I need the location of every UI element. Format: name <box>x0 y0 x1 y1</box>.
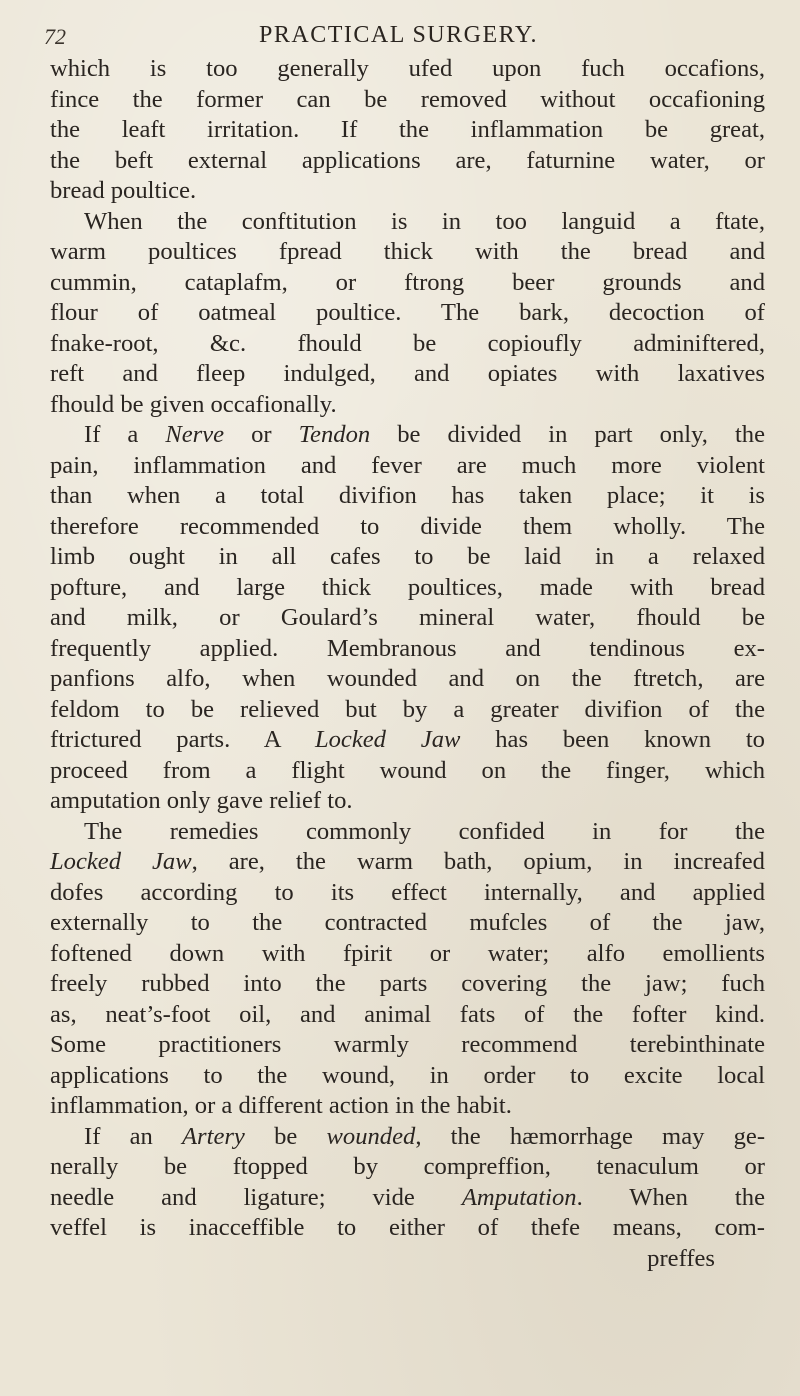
text-line <box>50 1000 765 1031</box>
text-line <box>50 146 765 177</box>
text-segment: feldom to be relieved but by a greater divifion of the <box>50 695 765 723</box>
text-segment: panfions alfo, when wounded and on the ftretch, are <box>50 665 765 692</box>
text-segment: or <box>224 421 299 448</box>
text-segment: than when a total divifion has taken place; it is <box>50 482 765 509</box>
text-segment: dofes according to its effect internally, and applied <box>50 878 765 906</box>
text-line <box>50 1061 765 1092</box>
italic-text: Tendon <box>298 421 371 448</box>
text-line <box>50 786 765 817</box>
text-line <box>50 1030 765 1061</box>
text-segment: preffes <box>647 1244 715 1272</box>
italic-text: Artery <box>182 1122 245 1150</box>
text-segment: When the conftitution is in too languid a ftate, <box>84 207 765 235</box>
text-line <box>50 756 765 787</box>
text-line <box>50 573 765 604</box>
text-line <box>50 847 765 878</box>
text-line <box>50 329 765 360</box>
text-segment: be <box>244 1122 327 1150</box>
text-segment: The remedies commonly confided in for the <box>84 817 765 845</box>
text-segment: fhould be given occafionally. <box>50 390 337 418</box>
text-line <box>50 603 765 634</box>
text-segment: needle and ligature; vide <box>50 1183 462 1211</box>
text-line <box>50 969 765 1000</box>
text-segment: foftened down with fpirit or water; alfo emollients <box>50 939 765 967</box>
text-segment: has been known to <box>460 726 765 753</box>
running-head <box>44 18 760 50</box>
text-segment: pofture, and large thick poultices, made with bread <box>50 573 765 601</box>
text-segment: and milk, or Goulard’s mineral water, fhould be <box>50 604 765 631</box>
text-line <box>50 85 765 116</box>
text-segment: , the hæmorrhage may ge- <box>415 1122 766 1150</box>
text-segment: Some practitioners warmly recommend terebinthinate <box>50 1031 765 1058</box>
text-segment: proceed from a flight wound on the finger, which <box>50 756 765 784</box>
page-number: 72 <box>44 24 66 49</box>
text-segment: reft and fleep indulged, and opiates with laxatives <box>50 360 765 387</box>
text-line <box>50 878 765 909</box>
text-line <box>50 1091 765 1122</box>
text-segment: ftrictured parts. A <box>50 726 315 753</box>
italic-text: Locked Jaw <box>50 848 192 875</box>
italic-text: wounded <box>326 1122 416 1150</box>
text-segment: nerally be ftopped by compreffion, tenaculum or <box>50 1153 765 1180</box>
text-segment: If a <box>84 421 166 448</box>
text-segment: amputation only gave relief to. <box>50 787 353 814</box>
text-line <box>50 420 765 451</box>
text-line <box>50 725 765 756</box>
text-line <box>50 268 765 299</box>
text-segment: pain, inflammation and fever are much more violent <box>50 451 765 479</box>
text-line <box>50 115 765 146</box>
text-segment: the leaft irritation. If the inflammation be great, <box>50 116 765 143</box>
text-line <box>50 207 765 238</box>
text-line <box>50 481 765 512</box>
text-line <box>50 542 765 573</box>
text-segment: flour of oatmeal poultice. The bark, decoction of <box>50 299 765 326</box>
text-line <box>50 54 765 85</box>
text-segment: freely rubbed into the parts covering the jaw; fuch <box>50 970 765 997</box>
text-segment: fnake-root, &c. fhould be copioufly adminiftered, <box>50 329 765 357</box>
text-segment: be divided in part only, the <box>370 421 765 448</box>
italic-text: Locked Jaw <box>314 726 461 753</box>
text-segment: the beft external applications are, faturnine water, or <box>50 146 765 174</box>
text-segment: which is too generally ufed upon fuch occafions, <box>50 55 765 82</box>
text-segment: fince the former can be removed without occafioning <box>50 85 765 113</box>
text-line <box>50 634 765 665</box>
text-line <box>50 1152 765 1183</box>
text-line <box>50 817 765 848</box>
text-line <box>50 908 765 939</box>
text-line <box>50 512 765 543</box>
text-line <box>50 237 765 268</box>
text-line <box>50 451 765 482</box>
text-line <box>50 359 765 390</box>
text-segment: frequently applied. Membranous and tendinous ex- <box>50 634 765 662</box>
text-line <box>50 1122 765 1153</box>
italic-text: Nerve <box>165 421 225 448</box>
text-segment: cummin, cataplafm, or ftrong beer grounds and <box>50 268 765 296</box>
text-segment: veffel is inacceffible to either of thefe means, com- <box>50 1214 765 1241</box>
text-line <box>50 1213 765 1244</box>
text-segment: externally to the contracted mufcles of the jaw, <box>50 909 765 936</box>
text-line <box>50 176 765 207</box>
text-segment: limb ought in all cafes to be laid in a relaxed <box>50 543 765 570</box>
text-segment: therefore recommended to divide them wholly. The <box>50 512 765 540</box>
text-line <box>50 1183 765 1214</box>
text-line <box>50 664 765 695</box>
text-line <box>50 1244 765 1275</box>
text-segment: inflammation, or a different action in the habit. <box>50 1092 512 1119</box>
text-segment: If an <box>84 1122 183 1150</box>
text-segment: , are, the warm bath, opium, in increafed <box>191 848 765 875</box>
text-segment: applications to the wound, in order to excite local <box>50 1061 765 1089</box>
text-segment: as, neat’s-foot oil, and animal fats of the fofter kind. <box>50 1000 765 1028</box>
text-line <box>50 298 765 329</box>
body-text <box>50 54 765 1274</box>
text-segment: bread poultice. <box>50 177 197 204</box>
page-header-title: PRACTICAL SURGERY. <box>259 22 539 48</box>
italic-text: Amputation <box>461 1183 577 1211</box>
text-segment: warm poultices fpread thick with the bread and <box>50 238 765 265</box>
text-line <box>50 939 765 970</box>
text-line <box>50 695 765 726</box>
text-line <box>50 390 765 421</box>
text-segment: . When the <box>576 1183 765 1211</box>
